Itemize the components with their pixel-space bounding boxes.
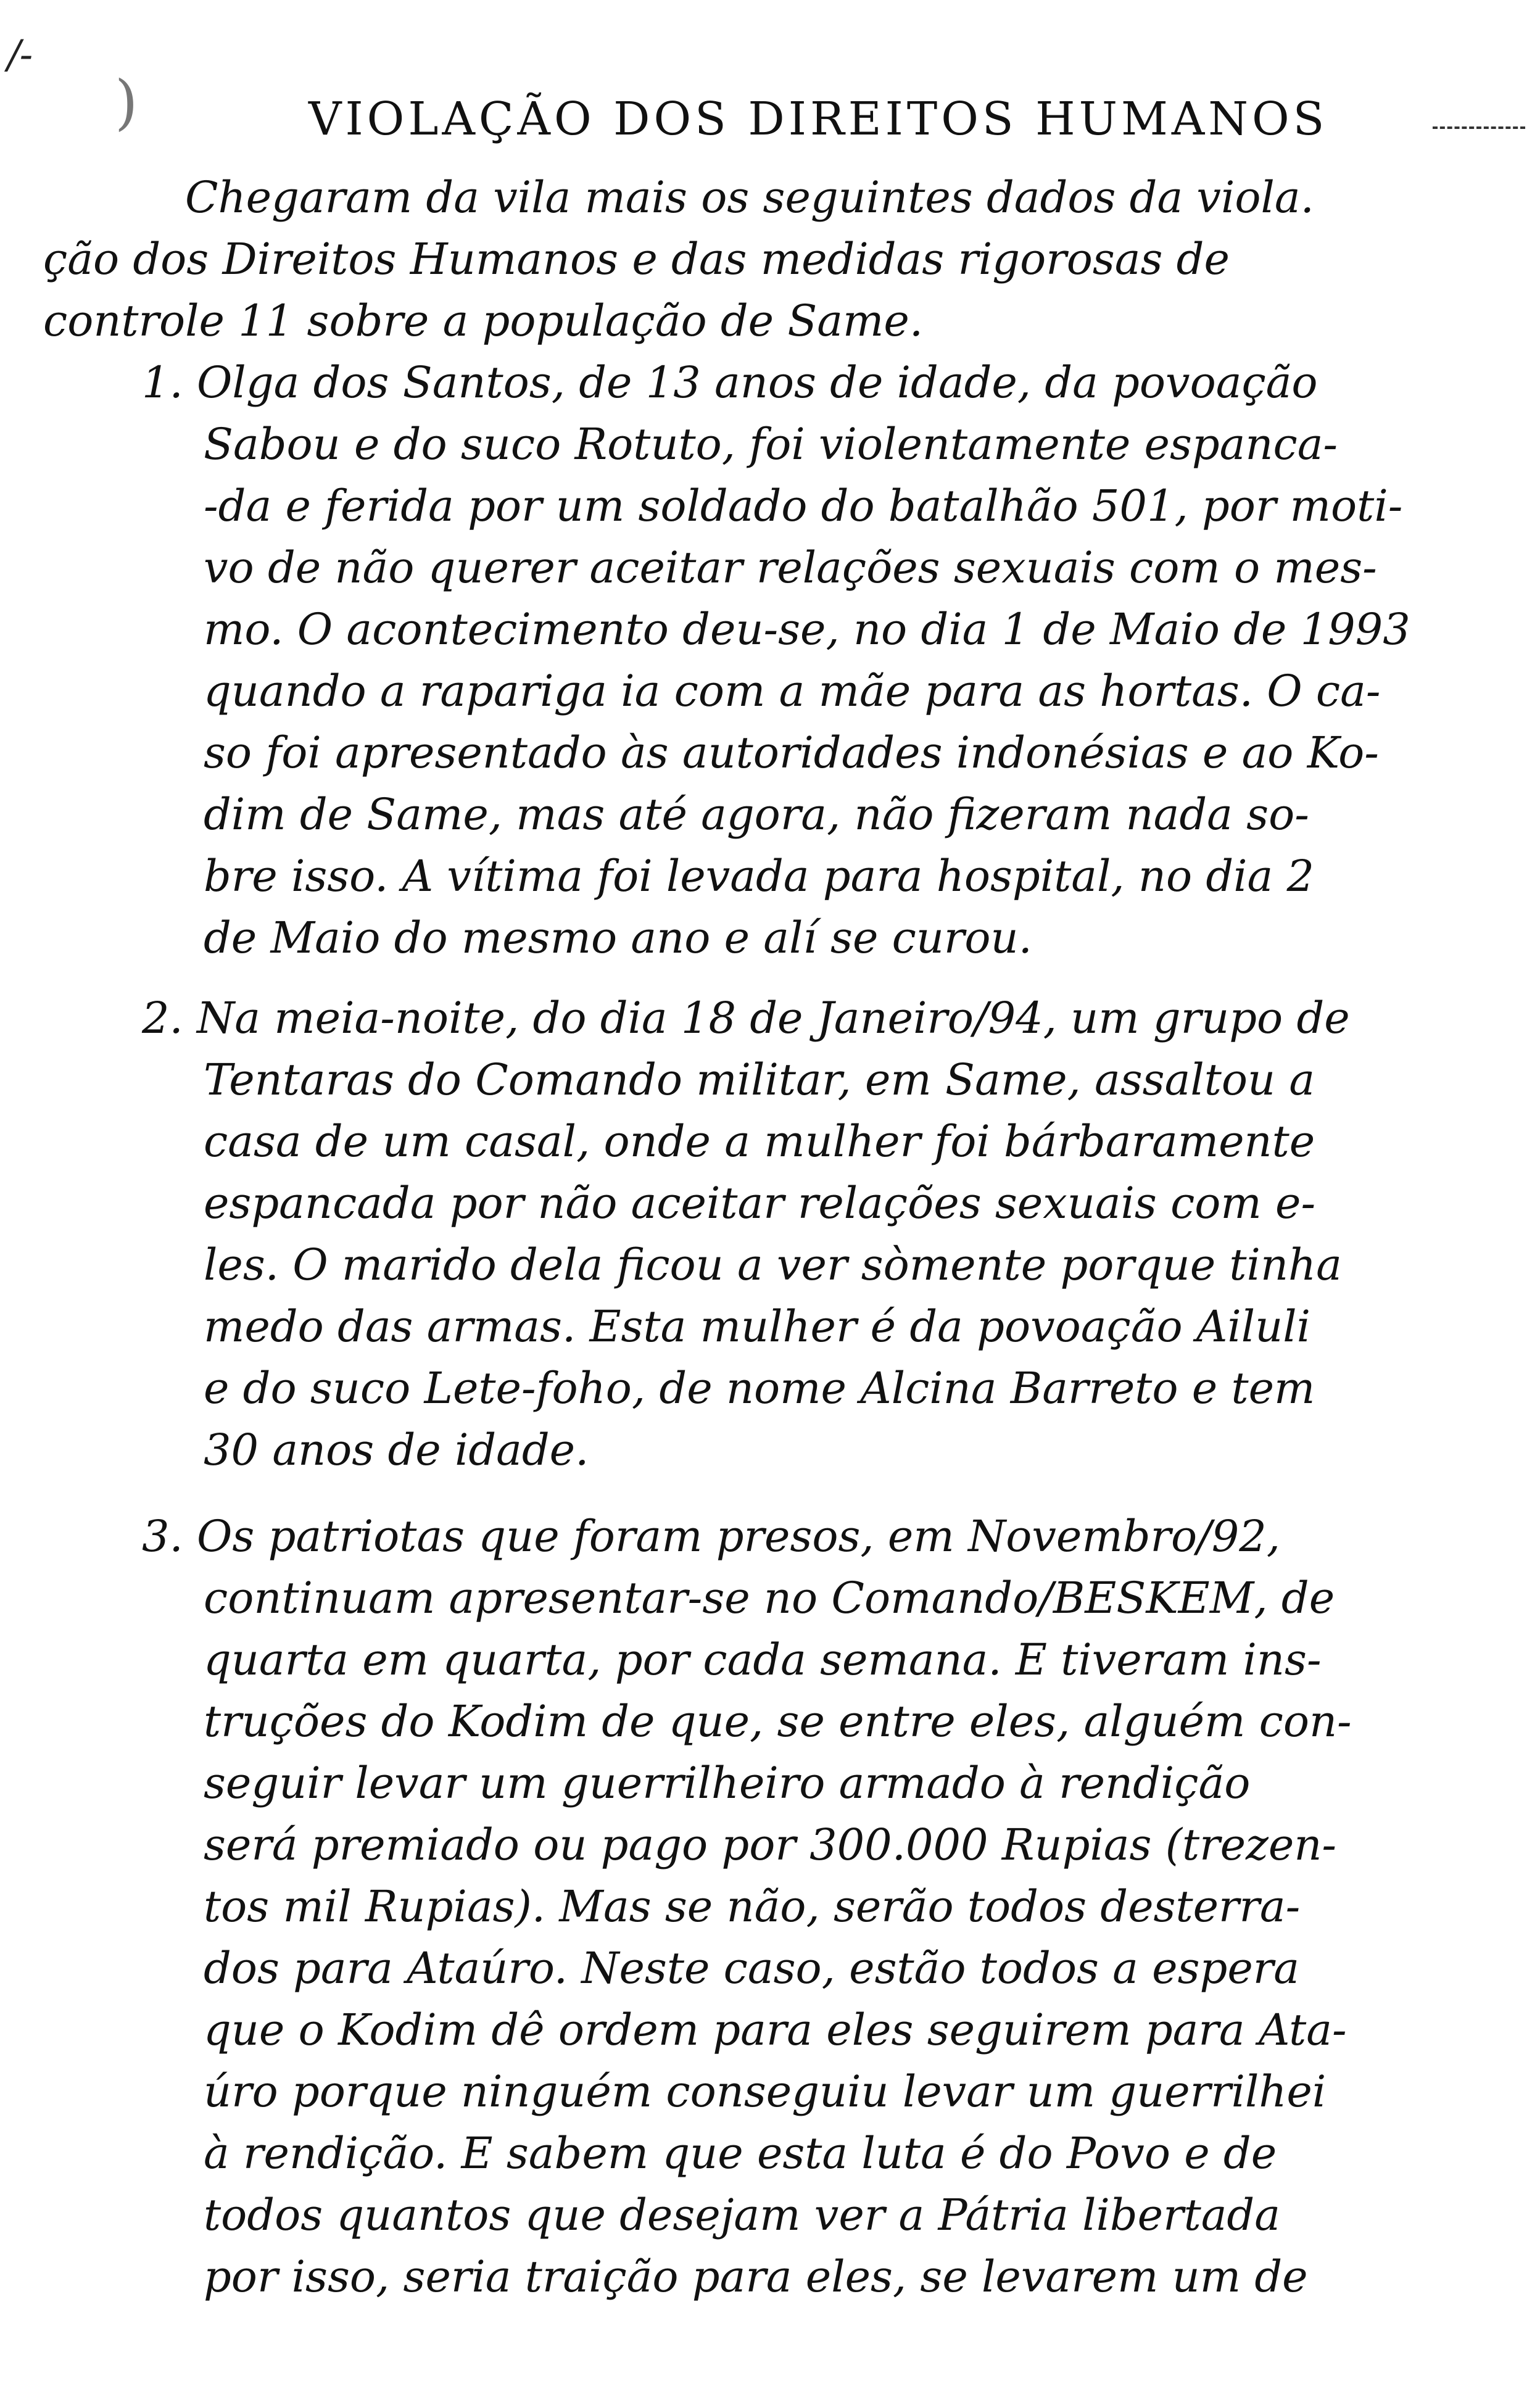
item-line: bre isso. A vítima foi levada para hospital, no dia 2 [204, 851, 1315, 901]
item-line: dos para Ataúro. Neste caso, estão todos a espera [204, 1943, 1299, 1994]
item-line: 30 anos de idade. [204, 1425, 589, 1475]
dashed-margin-line [1433, 126, 1525, 129]
document-title: VIOLAÇÃO DOS DIREITOS HUMANOS [308, 93, 1328, 146]
item-line: quarta em quarta, por cada semana. E tiveram ins- [204, 1634, 1322, 1685]
item-line: 2. Na meia-noite, do dia 18 de Janeiro/94, um grupo de [142, 993, 1350, 1043]
intro-line: Chegaram da vila mais os seguintes dados da viola. [185, 172, 1314, 223]
item-line: -da e ferida por um soldado do batalhão 501, por moti- [204, 481, 1403, 531]
item-line: de Maio do mesmo ano e alí se curou. [204, 913, 1032, 963]
intro-line: controle 11 sobre a população de Same. [43, 296, 924, 346]
item-line: 1. Olga dos Santos, de 13 anos de idade, da povoação [142, 357, 1318, 408]
item-line: Sabou e do suco Rotuto, foi violentamente espanca- [204, 419, 1338, 470]
item-line: que o Kodim dê ordem para eles seguirem para Ata- [204, 2005, 1347, 2055]
item-line: truções do Kodim de que, se entre eles, alguém con- [204, 1696, 1352, 1747]
intro-line: ção dos Direitos Humanos e das medidas rigorosas de [43, 234, 1230, 284]
corner-mark: /- [7, 32, 32, 78]
item-line: à rendição. E sabem que esta luta é do Povo e de [204, 2128, 1277, 2179]
item-line: será premiado ou pago por 300.000 Rupias (trezen- [204, 1820, 1337, 1870]
item-line: mo. O acontecimento deu-se, no dia 1 de Maio de 1993 [204, 604, 1410, 655]
item-line: espancada por não aceitar relações sexuais com e- [204, 1178, 1316, 1228]
item-line: por isso, seria traição para eles, se levarem um de [204, 2251, 1308, 2302]
item-line: seguir levar um guerrilheiro armado à rendição [204, 1758, 1251, 1808]
item-line: e do suco Lete-foho, de nome Alcina Barreto e tem [204, 1363, 1315, 1414]
item-2 [43, 987, 1499, 1481]
item-line: quando a rapariga ia com a mãe para as hortas. O ca- [204, 666, 1381, 716]
item-line: Tentaras do Comando militar, em Same, assaltou a [204, 1054, 1315, 1105]
item-line: dim de Same, mas até agora, não fizeram nada so- [204, 789, 1309, 840]
item-3 [43, 1505, 1499, 2308]
item-line: vo de não querer aceitar relações sexuais com o mes- [204, 542, 1377, 593]
item-line: medo das armas. Esta mulher é da povoação Ailuli [204, 1301, 1311, 1352]
intro-paragraph [43, 167, 1499, 352]
item-line: les. O marido dela ficou a ver sòmente porque tinha [204, 1240, 1342, 1290]
item-line: continuam apresentar-se no Comando/BESKEM, de [204, 1573, 1335, 1623]
item-line: úro porque ninguém conseguiu levar um guerrilhei [204, 2066, 1327, 2117]
item-line: todos quantos que desejam ver a Pátria libertada [204, 2190, 1280, 2240]
corner-bracket-mark: ) [115, 68, 138, 137]
item-line: so foi apresentado às autoridades indonésias e ao Ko- [204, 727, 1379, 778]
item-line: casa de um casal, onde a mulher foi bárbaramente [204, 1116, 1315, 1167]
document-body [43, 167, 1499, 2308]
item-line: 3. Os patriotas que foram presos, em Novembro/92, [142, 1511, 1281, 1562]
item-line: tos mil Rupias). Mas se não, serão todos desterra- [204, 1881, 1301, 1932]
item-1 [43, 352, 1499, 969]
